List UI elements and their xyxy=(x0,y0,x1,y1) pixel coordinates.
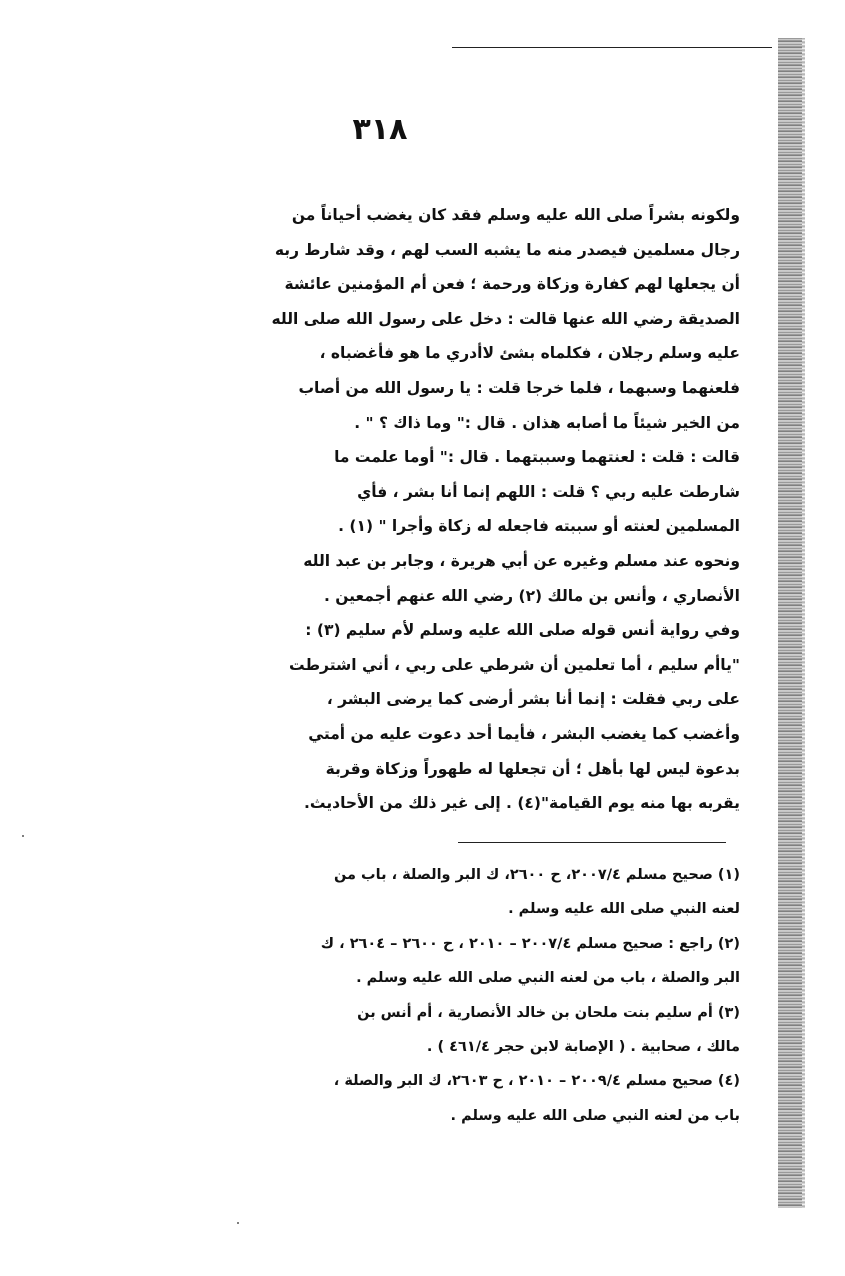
body-line: على ربي فقلت : إنما أنا بشر أرضى كما يرضى البشر ، xyxy=(326,690,740,709)
scan-speck xyxy=(22,835,24,837)
body-line: المسلمين لعنته أو سببته فاجعله له زكاة وأجرا " (١) . xyxy=(338,517,740,536)
body-line: عليه وسلم رجلان ، فكلماه بشئ لاأدري ما هو فأغضباه ، xyxy=(319,344,740,363)
body-line: رجال مسلمين فيصدر منه ما يشبه السب لهم ، وقد شارط ربه xyxy=(274,240,740,259)
footnote-line: باب من لعنه النبي صلى الله عليه وسلم . xyxy=(450,1107,740,1124)
footnote-separator xyxy=(458,842,726,843)
body-line: بدعوة ليس لها بأهل ؛ أن تجعلها له طهوراً وزكاة وقربة xyxy=(325,759,740,778)
body-line: الأنصاري ، وأنس بن مالك (٢) رضي الله عنهم أجمعين . xyxy=(323,586,740,605)
body-line: من الخير شيئاً ما أصابه هذان . قال :" وما ذاك ؟ " . xyxy=(354,413,740,432)
footnote-line: (٤) صحيح مسلم ٢٠٠٩/٤ – ٢٠١٠ ، ح ٢٦٠٣، ك البر والصلة ، xyxy=(333,1073,740,1090)
footnote-line: لعنه النبي صلى الله عليه وسلم . xyxy=(508,901,740,918)
body-line: أن يجعلها لهم كفارة وزكاة ورحمة ؛ فعن أم المؤمنين عائشة xyxy=(284,275,740,294)
body-line: وفي رواية أنس قوله صلى الله عليه وسلم لأم سليم (٣) : xyxy=(305,621,740,640)
footnote-line: (٢) راجع : صحيح مسلم ٢٠٠٧/٤ – ٢٠١٠ ، ح ٢٦٠٠ – ٢٦٠٤ ، ك xyxy=(320,935,740,952)
body-line: ولكونه بشراً صلى الله عليه وسلم فقد كان يغضب أحياناً من xyxy=(291,206,740,224)
body-line: ونحوه عند مسلم وغيره عن أبي هريرة ، وجابر بن عبد الله xyxy=(303,551,740,570)
body-text xyxy=(160,198,740,821)
body-line: وأغضب كما يغضب البشر ، فأيما أحد دعوت عليه من أمتي xyxy=(308,724,740,743)
page-number: ٣١٨ xyxy=(352,112,408,147)
body-line: قالت : قلت : لعنتهما وسببتهما . قال :" أوما علمت ما xyxy=(334,448,740,467)
footnote-line: (٣) أم سليم بنت ملحان بن خالد الأنصارية ، أم أنس بن xyxy=(357,1004,740,1021)
header-rule xyxy=(452,47,772,48)
footnote-line: مالك ، صحابية . ( الإصابة لابن حجر ٤٦١/٤ ) . xyxy=(426,1038,740,1055)
body-line: يقربه بها منه يوم القيامة"(٤) . إلى غير ذلك من الأحاديث. xyxy=(304,794,740,813)
footnotes xyxy=(160,858,740,1133)
footnote-line: (١) صحيح مسلم ٢٠٠٧/٤، ح ٢٦٠٠، ك البر والصلة ، باب من xyxy=(333,867,740,883)
body-line: شارطت عليه ربي ؟ قلت : اللهم إنما أنا بشر ، فأي xyxy=(357,482,740,501)
scan-speck xyxy=(237,1222,239,1224)
footnote-line: البر والصلة ، باب من لعنه النبي صلى الله عليه وسلم . xyxy=(356,970,740,987)
body-line: فلعنهما وسبهما ، فلما خرجا قلت : يا رسول الله من أصاب xyxy=(298,378,740,397)
body-line: الصديقة رضي الله عنها قالت : دخل على رسول الله صلى الله xyxy=(271,309,740,328)
scanned-binding-edge xyxy=(778,38,802,1208)
body-line: "ياأم سليم ، أما تعلمين أن شرطي على ربي ، أني اشترطت xyxy=(289,655,740,674)
